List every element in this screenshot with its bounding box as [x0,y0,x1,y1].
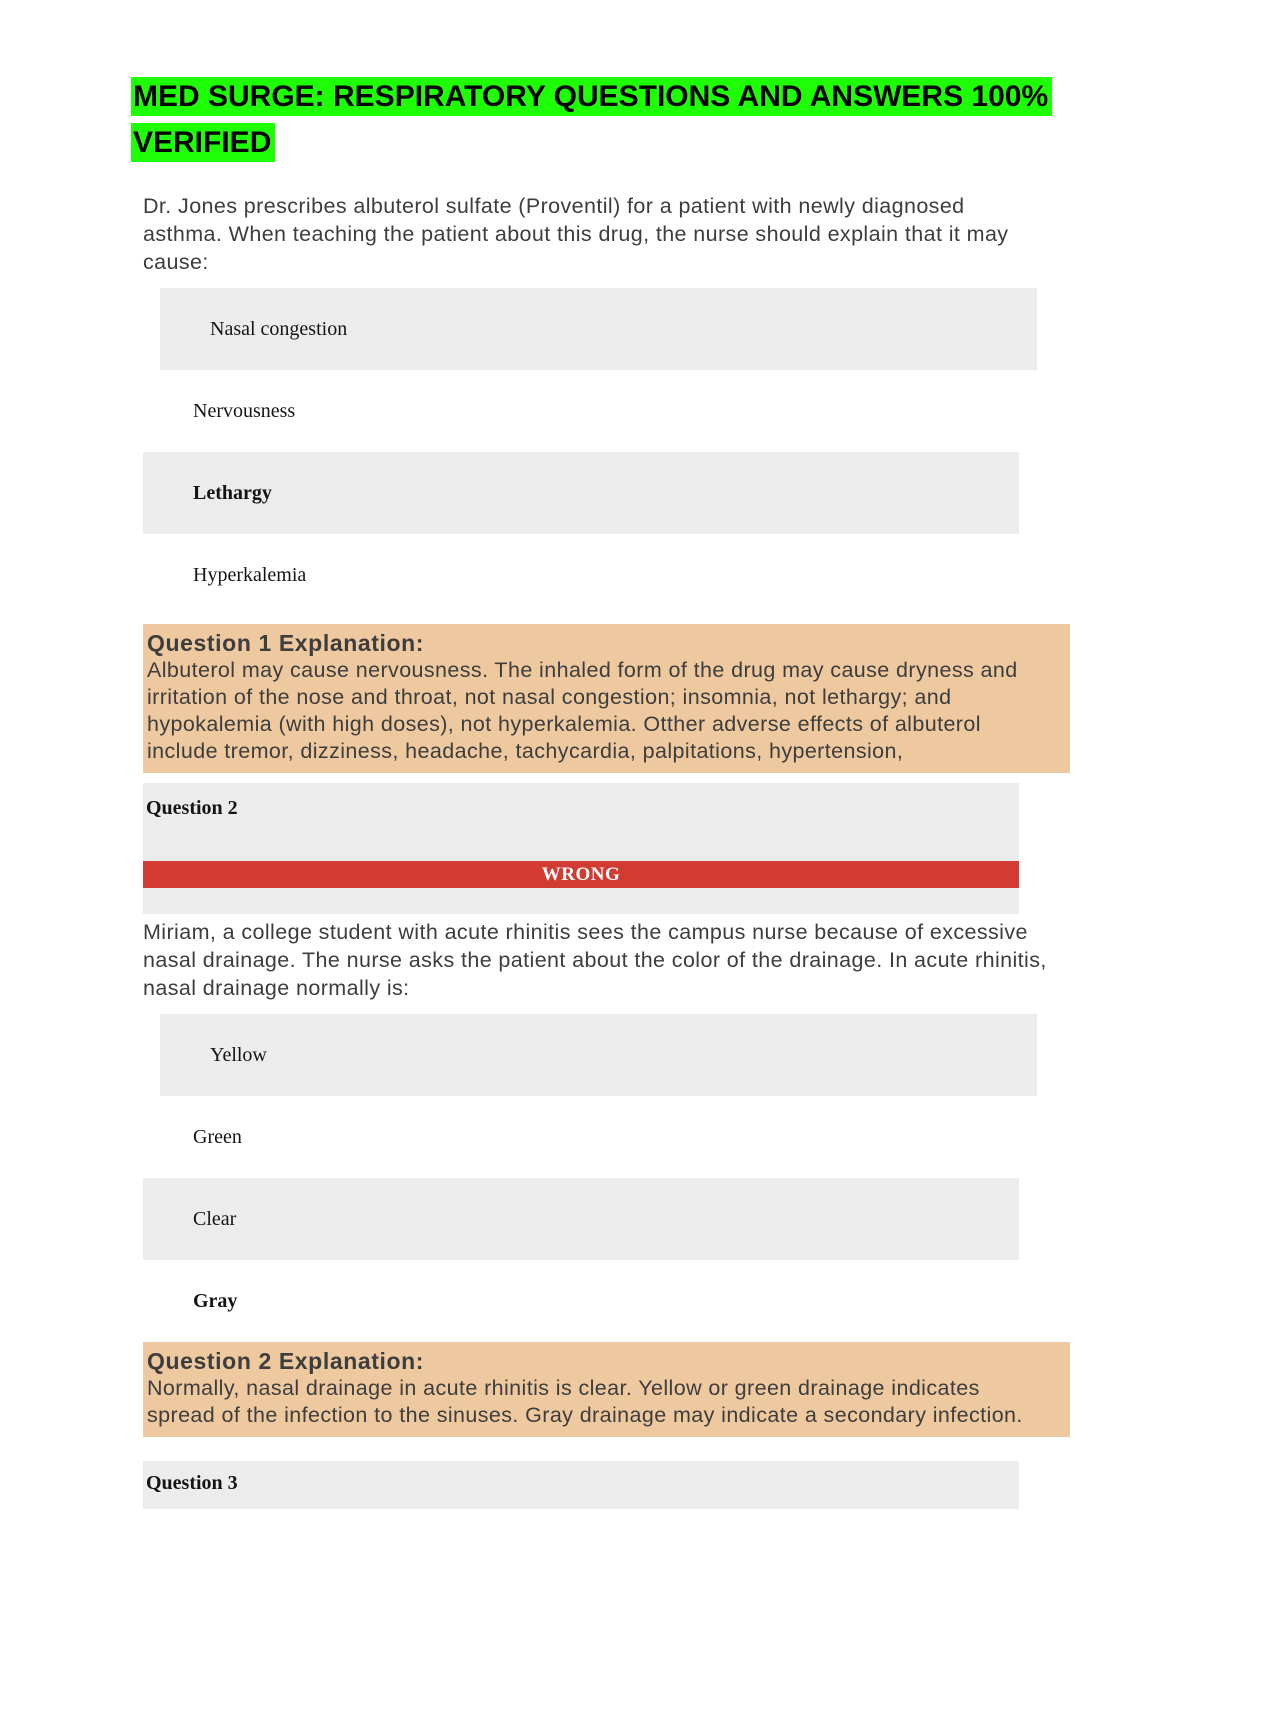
option-label: Nervousness [193,399,296,422]
question-2-label [143,783,1019,861]
answer-option[interactable] [143,452,1019,534]
option-label: Green [193,1125,242,1148]
option-label: Clear [193,1207,237,1230]
answer-option[interactable] [143,1096,1019,1178]
question-label-text: Question 2 [146,797,238,819]
option-label: Yellow [210,1043,267,1066]
quiz-page [0,74,1280,1730]
question-1 [0,192,1280,773]
explanation-text: Albuterol may cause nervousness. The inhaled form of the drug may cause dryness and irritation of the nose and throat, not nasal congestion; insomnia, not lethargy; and hypokalemia (with high doses), not hyperkalemia. Otther adverse effects of albuterol include tremor, dizziness, headache, tachycardia, palpitations, hypertension, [147,658,1018,763]
answer-option[interactable] [143,370,1019,452]
question-2-explanation [143,1342,1070,1437]
question-1-explanation [143,624,1070,773]
question-label-text: Question 3 [146,1472,238,1494]
question-2-header [143,783,1019,914]
question-1-text: Dr. Jones prescribes albuterol sulfate (Proventil) for a patient with newly diagnosed asthma. When teaching the patient about this drug, the nurse should explain that it may cause: [143,194,1009,274]
explanation-title: Question 1 Explanation: [147,630,425,656]
answer-option[interactable] [143,534,1019,616]
answer-option[interactable] [160,288,1037,370]
question-2-header-spacer [143,888,1019,914]
option-label: Hyperkalemia [193,563,307,586]
explanation-text: Normally, nasal drainage in acute rhinitis is clear. Yellow or green drainage indicates spread of the infection to the sinuses. Gray drainage may indicate a secondary infection. [147,1376,1023,1427]
option-label: Lethargy [193,481,272,504]
option-label: Gray [193,1289,238,1312]
page-title [131,74,1061,166]
explanation-title: Question 2 Explanation: [147,1348,425,1374]
page-title-highlight: MED SURGE: RESPIRATORY QUESTIONS AND ANSWERS 100% VERIFIED [131,77,1052,162]
answer-option[interactable] [160,1014,1037,1096]
answer-option[interactable] [143,1260,1019,1342]
question-2 [0,918,1280,1437]
question-1-options [0,288,1280,616]
question-2-options [0,1014,1280,1342]
question-2-text: Miriam, a college student with acute rhinitis sees the campus nurse because of excessive nasal drainage. The nurse asks the patient about the color of the drainage. In acute rhinitis, nasal drainage normally is: [143,920,1047,1000]
wrong-status-banner [143,861,1019,888]
question-3-label [143,1461,1019,1509]
option-label: Nasal congestion [210,317,348,340]
answer-option[interactable] [143,1178,1019,1260]
wrong-status-text: WRONG [541,863,621,885]
